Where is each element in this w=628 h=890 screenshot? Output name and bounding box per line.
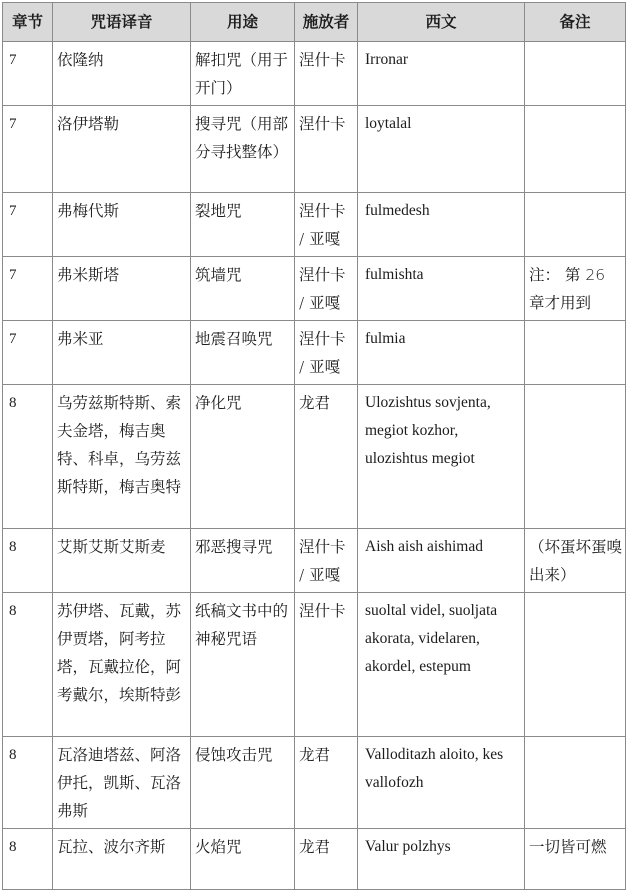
cell-transliteration: 弗米亚	[53, 321, 191, 385]
table-row	[3, 321, 626, 385]
spell-table	[2, 2, 626, 890]
cell-western: suoltal videl, suoljata akorata, videlaren, akordel, estepum	[358, 593, 525, 737]
cell-western: Valloditazh aloito, kes vallofozh	[358, 737, 525, 829]
cell-caster: 龙君	[295, 385, 358, 529]
cell-chapter: 8	[3, 385, 53, 529]
cell-note	[525, 106, 626, 193]
cell-chapter: 8	[3, 529, 53, 593]
cell-note	[525, 193, 626, 257]
cell-caster: 龙君	[295, 737, 358, 829]
cell-chapter: 7	[3, 193, 53, 257]
cell-western: Valur polzhys	[358, 829, 525, 890]
cell-western: fulmedesh	[358, 193, 525, 257]
table-row	[3, 829, 626, 890]
cell-chapter: 7	[3, 106, 53, 193]
cell-chapter: 8	[3, 593, 53, 737]
cell-transliteration: 艾斯艾斯艾斯麦	[53, 529, 191, 593]
cell-caster: 涅什卡 / 亚嘎	[295, 529, 358, 593]
cell-caster: 龙君	[295, 829, 358, 890]
header-purpose: 用途	[191, 3, 295, 42]
cell-transliteration: 洛伊塔勒	[53, 106, 191, 193]
cell-purpose: 邪恶搜寻咒	[191, 529, 295, 593]
cell-purpose: 纸稿文书中的神秘咒语	[191, 593, 295, 737]
table-header-row	[3, 3, 626, 42]
cell-purpose: 火焰咒	[191, 829, 295, 890]
cell-note	[525, 321, 626, 385]
cell-western: fulmia	[358, 321, 525, 385]
table-row	[3, 257, 626, 321]
cell-purpose: 净化咒	[191, 385, 295, 529]
cell-note	[525, 737, 626, 829]
cell-chapter: 7	[3, 321, 53, 385]
cell-chapter: 7	[3, 257, 53, 321]
header-transliteration: 咒语译音	[53, 3, 191, 42]
cell-chapter: 7	[3, 42, 53, 106]
cell-caster: 涅什卡 / 亚嘎	[295, 321, 358, 385]
cell-transliteration: 瓦洛迪塔兹、阿洛伊托，凯斯、瓦洛弗斯	[53, 737, 191, 829]
cell-transliteration: 乌劳兹斯特斯、索夫金塔，梅吉奥特、科卓，乌劳兹斯特斯，梅吉奥特	[53, 385, 191, 529]
header-western: 西文	[358, 3, 525, 42]
cell-purpose: 地震召唤咒	[191, 321, 295, 385]
cell-caster: 涅什卡	[295, 106, 358, 193]
cell-caster: 涅什卡	[295, 593, 358, 737]
cell-purpose: 搜寻咒（用部分寻找整体）	[191, 106, 295, 193]
cell-western: Irronar	[358, 42, 525, 106]
cell-note	[525, 42, 626, 106]
cell-note	[525, 385, 626, 529]
cell-caster: 涅什卡	[295, 42, 358, 106]
table-row	[3, 385, 626, 529]
cell-transliteration: 苏伊塔、瓦戴，苏伊贾塔，阿考拉塔，瓦戴拉伦，阿考戴尔，埃斯特彭	[53, 593, 191, 737]
cell-note	[525, 593, 626, 737]
table-row	[3, 106, 626, 193]
header-note: 备注	[525, 3, 626, 42]
table-row	[3, 737, 626, 829]
cell-transliteration: 弗梅代斯	[53, 193, 191, 257]
cell-note: 注： 第 26 章才用到	[525, 257, 626, 321]
cell-transliteration: 瓦拉、波尔齐斯	[53, 829, 191, 890]
cell-transliteration: 弗米斯塔	[53, 257, 191, 321]
cell-purpose: 筑墙咒	[191, 257, 295, 321]
cell-western: Ulozishtus sovjenta, megiot kozhor, ulozishtus megiot	[358, 385, 525, 529]
cell-western: loytalal	[358, 106, 525, 193]
cell-chapter: 8	[3, 737, 53, 829]
cell-transliteration: 依隆纳	[53, 42, 191, 106]
spell-table-page	[2, 2, 626, 890]
cell-note: （坏蛋坏蛋嗅出来）	[525, 529, 626, 593]
header-caster: 施放者	[295, 3, 358, 42]
table-row	[3, 593, 626, 737]
table-row	[3, 42, 626, 106]
cell-purpose: 裂地咒	[191, 193, 295, 257]
cell-chapter: 8	[3, 829, 53, 890]
cell-caster: 涅什卡 / 亚嘎	[295, 257, 358, 321]
header-chapter: 章节	[3, 3, 53, 42]
cell-note: 一切皆可燃	[525, 829, 626, 890]
cell-western: fulmishta	[358, 257, 525, 321]
cell-purpose: 解扣咒（用于开门）	[191, 42, 295, 106]
cell-caster: 涅什卡 / 亚嘎	[295, 193, 358, 257]
table-row	[3, 529, 626, 593]
table-row	[3, 193, 626, 257]
cell-western: Aish aish aishimad	[358, 529, 525, 593]
cell-purpose: 侵蚀攻击咒	[191, 737, 295, 829]
